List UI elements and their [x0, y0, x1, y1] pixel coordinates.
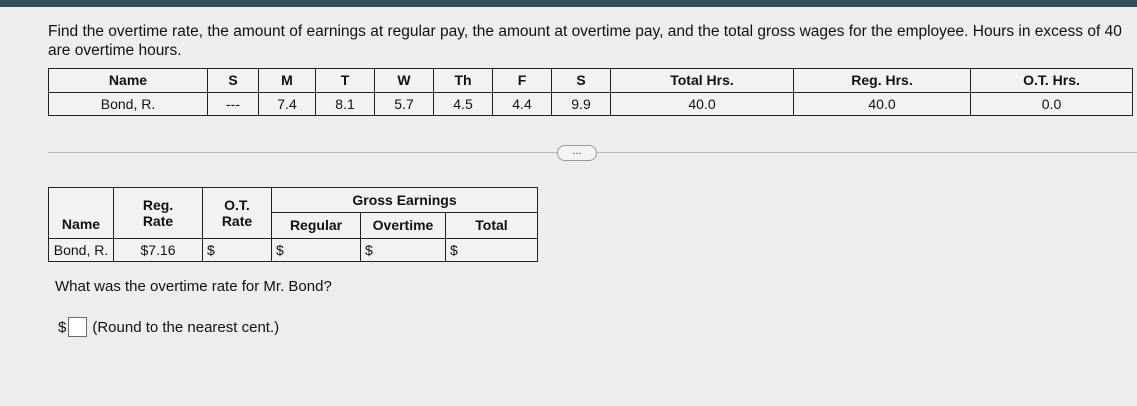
ot-rate-line1: O.T. [224, 196, 250, 213]
col-sun: S [208, 69, 259, 93]
question-text: What was the overtime rate for Mr. Bond? [55, 278, 332, 295]
gross-earnings-header: Gross Earnings [272, 188, 538, 213]
hours-header-row [49, 69, 1133, 93]
cell-bond-name: Bond, R. [49, 238, 114, 261]
cell-fri: 4.4 [493, 92, 552, 116]
cell-regular: $ [272, 238, 361, 261]
col-ot-rate-header [203, 188, 272, 239]
ot-rate-line2: Rate [221, 212, 253, 229]
col-reg-rate-header [114, 188, 203, 239]
col-regular-header: Regular [272, 213, 361, 238]
cell-total-hrs: 40.0 [611, 92, 794, 116]
cell-overtime: $ [361, 238, 446, 261]
cell-mon: 7.4 [259, 92, 316, 116]
cell-total: $ [446, 238, 538, 261]
answer-input[interactable] [68, 317, 87, 337]
col-wed: W [375, 69, 434, 93]
top-bar [0, 0, 1137, 7]
reg-rate-line1: Reg. [142, 196, 174, 213]
instructions: Find the overtime rate, the amount of earnings at regular pay, the amount at overtime pay, and the total gross wages for the employee. Hours in excess of 40 are overtime hours. [48, 23, 1122, 59]
wages-table [48, 187, 538, 262]
dollar-sign: $ [58, 318, 67, 336]
col-overtime-header: Overtime [361, 213, 446, 238]
table-row [49, 238, 538, 261]
cell-reg-hrs: 40.0 [794, 92, 971, 116]
answer-row [58, 317, 279, 337]
col-reg-hrs: Reg. Hrs. [794, 69, 971, 93]
table-row [49, 92, 1133, 116]
cell-tue: 8.1 [316, 92, 375, 116]
col-tue: T [316, 69, 375, 93]
col-sat: S [552, 69, 611, 93]
cell-ot-hrs: 0.0 [971, 92, 1133, 116]
hours-table [48, 68, 1133, 116]
col-thu: Th [434, 69, 493, 93]
rounding-hint: (Round to the nearest cent.) [92, 318, 280, 336]
cell-thu: 4.5 [434, 92, 493, 116]
cell-reg-rate: $7.16 [114, 238, 203, 261]
col-mon: M [259, 69, 316, 93]
col-fri: F [493, 69, 552, 93]
col-total-header: Total [446, 213, 538, 238]
col-name: Name [49, 69, 208, 93]
col-total-hrs: Total Hrs. [611, 69, 794, 93]
expand-more-button[interactable]: ... [557, 145, 597, 161]
wages-header-row-1 [49, 188, 538, 213]
col-name-header: Name [49, 188, 114, 239]
cell-name: Bond, R. [49, 92, 208, 116]
cell-sat: 9.9 [552, 92, 611, 116]
cell-ot-rate: $ [203, 238, 272, 261]
cell-wed: 5.7 [375, 92, 434, 116]
reg-rate-line2: Rate [142, 212, 174, 229]
col-ot-hrs: O.T. Hrs. [971, 69, 1133, 93]
cell-sun: --- [208, 92, 259, 116]
